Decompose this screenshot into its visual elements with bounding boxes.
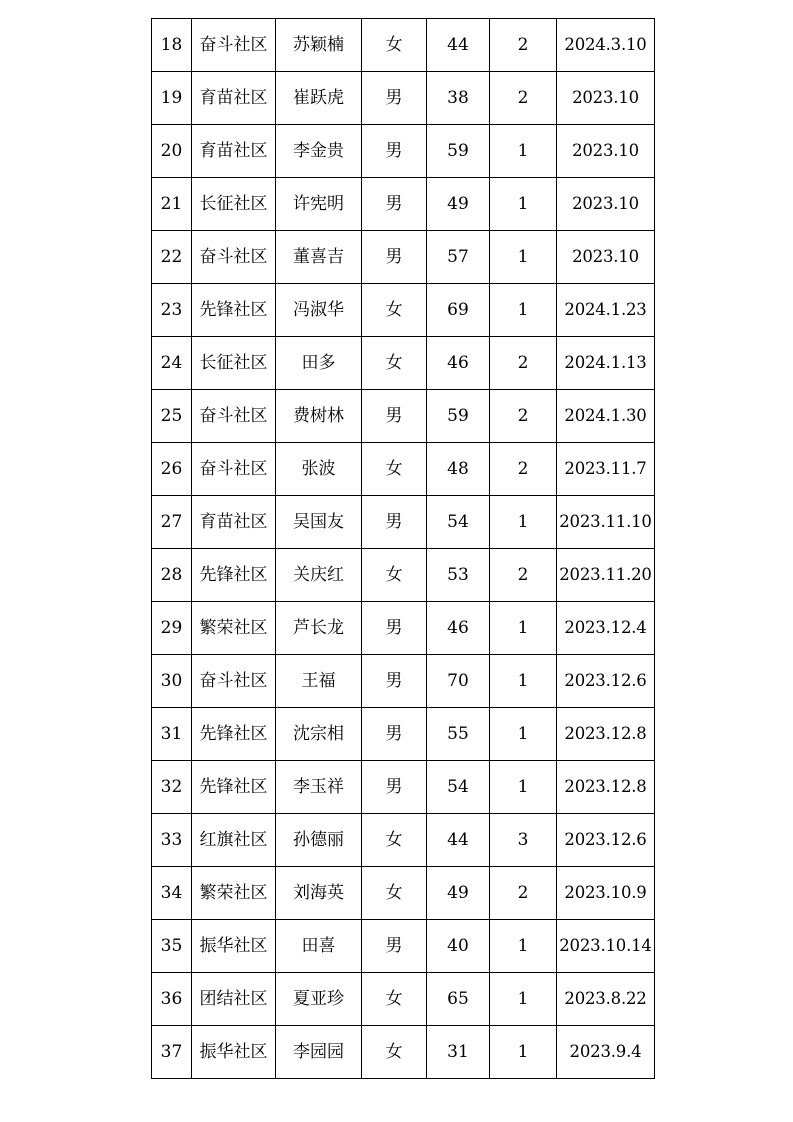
date-cell: 2024.3.10	[557, 19, 655, 72]
table-row	[152, 655, 655, 708]
person-name-cell: 李玉祥	[276, 761, 362, 814]
community-cell: 先锋社区	[192, 761, 276, 814]
person-name-cell: 费树林	[276, 390, 362, 443]
count-cell: 1	[490, 973, 557, 1026]
row-number-cell: 33	[152, 814, 192, 867]
date-cell: 2023.8.22	[557, 973, 655, 1026]
count-cell: 1	[490, 496, 557, 549]
community-cell: 振华社区	[192, 1026, 276, 1079]
gender-cell: 女	[362, 337, 427, 390]
count-cell: 2	[490, 867, 557, 920]
count-cell: 3	[490, 814, 557, 867]
community-cell: 育苗社区	[192, 125, 276, 178]
person-name-cell: 田喜	[276, 920, 362, 973]
person-name-cell: 苏颖楠	[276, 19, 362, 72]
row-number-cell: 37	[152, 1026, 192, 1079]
table-row	[152, 19, 655, 72]
count-cell: 1	[490, 655, 557, 708]
community-cell: 红旗社区	[192, 814, 276, 867]
count-cell: 2	[490, 19, 557, 72]
count-cell: 2	[490, 337, 557, 390]
gender-cell: 女	[362, 284, 427, 337]
age-cell: 44	[427, 19, 490, 72]
date-cell: 2023.10	[557, 178, 655, 231]
row-number-cell: 36	[152, 973, 192, 1026]
gender-cell: 男	[362, 390, 427, 443]
age-cell: 70	[427, 655, 490, 708]
row-number-cell: 27	[152, 496, 192, 549]
count-cell: 2	[490, 72, 557, 125]
count-cell: 1	[490, 602, 557, 655]
community-cell: 育苗社区	[192, 496, 276, 549]
roster-table	[151, 18, 655, 1079]
row-number-cell: 21	[152, 178, 192, 231]
community-cell: 先锋社区	[192, 708, 276, 761]
row-number-cell: 34	[152, 867, 192, 920]
gender-cell: 男	[362, 655, 427, 708]
date-cell: 2023.10	[557, 125, 655, 178]
row-number-cell: 19	[152, 72, 192, 125]
date-cell: 2023.12.6	[557, 814, 655, 867]
age-cell: 57	[427, 231, 490, 284]
count-cell: 1	[490, 761, 557, 814]
gender-cell: 男	[362, 72, 427, 125]
date-cell: 2023.12.8	[557, 708, 655, 761]
count-cell: 1	[490, 284, 557, 337]
gender-cell: 女	[362, 443, 427, 496]
age-cell: 54	[427, 496, 490, 549]
count-cell: 1	[490, 708, 557, 761]
count-cell: 2	[490, 390, 557, 443]
date-cell: 2024.1.30	[557, 390, 655, 443]
date-cell: 2023.10	[557, 231, 655, 284]
gender-cell: 女	[362, 549, 427, 602]
row-number-cell: 24	[152, 337, 192, 390]
person-name-cell: 李金贵	[276, 125, 362, 178]
age-cell: 38	[427, 72, 490, 125]
person-name-cell: 张波	[276, 443, 362, 496]
count-cell: 1	[490, 125, 557, 178]
gender-cell: 男	[362, 708, 427, 761]
date-cell: 2023.11.7	[557, 443, 655, 496]
count-cell: 1	[490, 231, 557, 284]
table-row	[152, 231, 655, 284]
row-number-cell: 18	[152, 19, 192, 72]
table-row	[152, 390, 655, 443]
table-row	[152, 708, 655, 761]
age-cell: 55	[427, 708, 490, 761]
table-row	[152, 920, 655, 973]
age-cell: 69	[427, 284, 490, 337]
table-row	[152, 1026, 655, 1079]
community-cell: 长征社区	[192, 337, 276, 390]
person-name-cell: 王福	[276, 655, 362, 708]
date-cell: 2023.10.9	[557, 867, 655, 920]
table-row	[152, 549, 655, 602]
row-number-cell: 29	[152, 602, 192, 655]
table-body	[152, 19, 655, 1079]
row-number-cell: 31	[152, 708, 192, 761]
person-name-cell: 许宪明	[276, 178, 362, 231]
person-name-cell: 冯淑华	[276, 284, 362, 337]
row-number-cell: 22	[152, 231, 192, 284]
age-cell: 46	[427, 602, 490, 655]
date-cell: 2023.10	[557, 72, 655, 125]
table-row	[152, 284, 655, 337]
community-cell: 奋斗社区	[192, 443, 276, 496]
count-cell: 1	[490, 920, 557, 973]
table-row	[152, 337, 655, 390]
date-cell: 2023.9.4	[557, 1026, 655, 1079]
age-cell: 59	[427, 125, 490, 178]
gender-cell: 女	[362, 814, 427, 867]
table-row	[152, 496, 655, 549]
date-cell: 2023.12.8	[557, 761, 655, 814]
gender-cell: 女	[362, 867, 427, 920]
count-cell: 1	[490, 178, 557, 231]
age-cell: 31	[427, 1026, 490, 1079]
age-cell: 49	[427, 178, 490, 231]
row-number-cell: 35	[152, 920, 192, 973]
row-number-cell: 20	[152, 125, 192, 178]
row-number-cell: 26	[152, 443, 192, 496]
table-row	[152, 72, 655, 125]
count-cell: 2	[490, 549, 557, 602]
person-name-cell: 夏亚珍	[276, 973, 362, 1026]
date-cell: 2023.11.20	[557, 549, 655, 602]
community-cell: 繁荣社区	[192, 602, 276, 655]
age-cell: 53	[427, 549, 490, 602]
person-name-cell: 芦长龙	[276, 602, 362, 655]
person-name-cell: 孙德丽	[276, 814, 362, 867]
age-cell: 40	[427, 920, 490, 973]
gender-cell: 男	[362, 125, 427, 178]
community-cell: 长征社区	[192, 178, 276, 231]
community-cell: 先锋社区	[192, 549, 276, 602]
table-row	[152, 973, 655, 1026]
age-cell: 59	[427, 390, 490, 443]
person-name-cell: 吴国友	[276, 496, 362, 549]
count-cell: 1	[490, 1026, 557, 1079]
gender-cell: 男	[362, 761, 427, 814]
person-name-cell: 关庆红	[276, 549, 362, 602]
row-number-cell: 30	[152, 655, 192, 708]
gender-cell: 男	[362, 602, 427, 655]
date-cell: 2023.12.4	[557, 602, 655, 655]
age-cell: 48	[427, 443, 490, 496]
person-name-cell: 崔跃虎	[276, 72, 362, 125]
community-cell: 奋斗社区	[192, 19, 276, 72]
date-cell: 2024.1.13	[557, 337, 655, 390]
table-row	[152, 125, 655, 178]
age-cell: 46	[427, 337, 490, 390]
table-row	[152, 814, 655, 867]
community-cell: 育苗社区	[192, 72, 276, 125]
table-row	[152, 867, 655, 920]
age-cell: 65	[427, 973, 490, 1026]
count-cell: 2	[490, 443, 557, 496]
person-name-cell: 李园园	[276, 1026, 362, 1079]
date-cell: 2023.12.6	[557, 655, 655, 708]
table-row	[152, 602, 655, 655]
person-name-cell: 董喜吉	[276, 231, 362, 284]
date-cell: 2023.11.10	[557, 496, 655, 549]
table-row	[152, 178, 655, 231]
community-cell: 繁荣社区	[192, 867, 276, 920]
community-cell: 奋斗社区	[192, 655, 276, 708]
community-cell: 奋斗社区	[192, 231, 276, 284]
gender-cell: 男	[362, 231, 427, 284]
community-cell: 奋斗社区	[192, 390, 276, 443]
table-row	[152, 761, 655, 814]
age-cell: 49	[427, 867, 490, 920]
age-cell: 54	[427, 761, 490, 814]
age-cell: 44	[427, 814, 490, 867]
community-cell: 先锋社区	[192, 284, 276, 337]
community-cell: 团结社区	[192, 973, 276, 1026]
gender-cell: 男	[362, 920, 427, 973]
row-number-cell: 28	[152, 549, 192, 602]
person-name-cell: 刘海英	[276, 867, 362, 920]
row-number-cell: 23	[152, 284, 192, 337]
row-number-cell: 32	[152, 761, 192, 814]
date-cell: 2024.1.23	[557, 284, 655, 337]
person-name-cell: 沈宗相	[276, 708, 362, 761]
gender-cell: 女	[362, 19, 427, 72]
date-cell: 2023.10.14	[557, 920, 655, 973]
gender-cell: 男	[362, 496, 427, 549]
gender-cell: 女	[362, 973, 427, 1026]
gender-cell: 女	[362, 1026, 427, 1079]
gender-cell: 男	[362, 178, 427, 231]
community-cell: 振华社区	[192, 920, 276, 973]
person-name-cell: 田多	[276, 337, 362, 390]
row-number-cell: 25	[152, 390, 192, 443]
table-row	[152, 443, 655, 496]
